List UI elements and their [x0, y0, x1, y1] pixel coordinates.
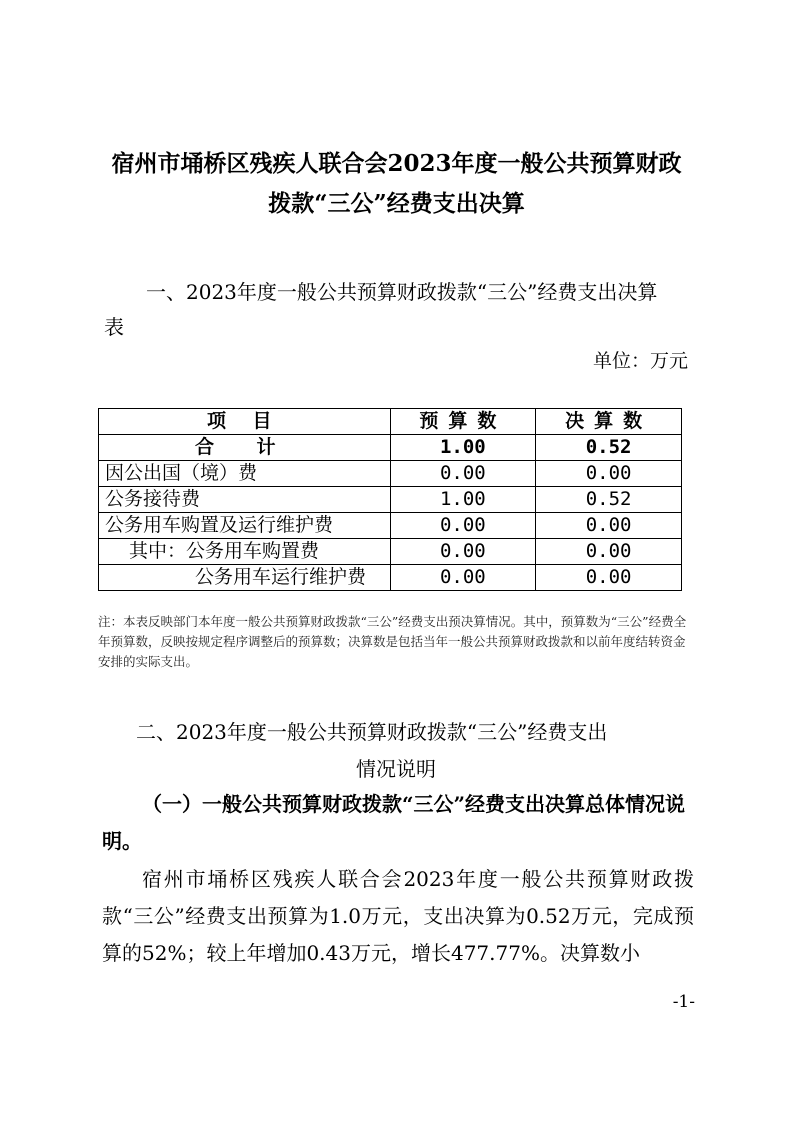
row-actual: 0.00 — [536, 565, 682, 591]
table-row — [99, 487, 682, 513]
document-title-line2: 拨款“三公”经费支出决算 — [268, 190, 525, 217]
table-total-row — [99, 435, 682, 461]
body-paragraph: 宿州市埇桥区残疾人联合会2023年度一般公共预算财政拨款“三公”经费支出预算为1.0万元，支出决算为0.52万元，完成预算的52%；较上年增加0.43万元，增长477.77%。决算数小 — [102, 867, 694, 965]
row-actual: 0.00 — [536, 539, 682, 565]
row-actual: 0.00 — [536, 461, 682, 487]
row-budget: 0.00 — [390, 539, 536, 565]
table-row — [99, 565, 682, 591]
table-row — [99, 461, 682, 487]
row-budget: 0.00 — [390, 513, 536, 539]
table-note: 注：本表反映部门本年度一般公共预算财政拨款“三公”经费支出预决算情况。其中，预算数为“三公”经费全年预算数，反映按规定程序调整后的预算数；决算数是包括当年一般公共预算财政拨款和以前年度结转资金安排的实际支出。 — [98, 614, 687, 669]
section2-heading-cont: 情况说明 — [356, 757, 436, 781]
total-budget: 1.00 — [390, 435, 536, 461]
table-header-row — [99, 409, 682, 435]
budget-table — [98, 408, 682, 591]
row-label: 公务接待费 — [99, 487, 391, 513]
total-actual: 0.52 — [536, 435, 682, 461]
total-label: 合 计 — [99, 435, 391, 461]
table-row — [99, 539, 682, 565]
row-budget: 0.00 — [390, 461, 536, 487]
header-item: 项 目 — [99, 409, 391, 435]
row-actual: 0.52 — [536, 487, 682, 513]
row-label: 其中：公务用车购置费 — [99, 539, 391, 565]
unit-label: 单位：万元 — [592, 350, 688, 372]
row-actual: 0.00 — [536, 513, 682, 539]
table-row — [99, 513, 682, 539]
header-actual: 决算数 — [536, 409, 682, 435]
row-budget: 1.00 — [390, 487, 536, 513]
row-label: 公务用车运行维护费 — [99, 565, 391, 591]
row-budget: 0.00 — [390, 565, 536, 591]
row-label: 公务用车购置及运行维护费 — [99, 513, 391, 539]
section1-heading: 一、2023年度一般公共预算财政拨款“三公”经费支出决算 — [146, 280, 658, 304]
header-budget: 预算数 — [390, 409, 536, 435]
document-title-line1: 宿州市埇桥区残疾人联合会2023年度一般公共预算财政 — [111, 150, 682, 177]
page-number: -1- — [672, 992, 695, 1012]
section1-heading-cont: 表 — [104, 315, 124, 339]
row-label: 因公出国（境）费 — [99, 461, 391, 487]
section2-heading: 二、2023年度一般公共预算财政拨款“三公”经费支出 — [136, 720, 608, 744]
subsection-heading: （一）一般公共预算财政拨款“三公”经费支出决算总体情况说明。 — [102, 792, 686, 853]
